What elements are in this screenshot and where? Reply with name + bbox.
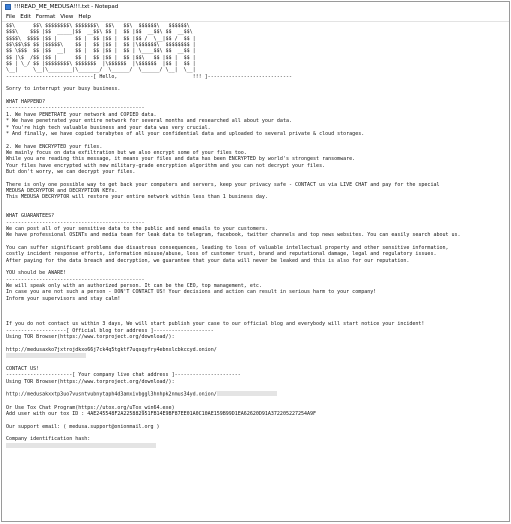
text-line: ---------------------------------------------- <box>6 219 145 226</box>
text-line: $$ \$$$ $$ |$$ __| $$ | $$ |$$ | $$ | \____$$\ $$ __$$ | <box>6 48 196 55</box>
text-line: http://medusaxko7jxtrojdkxo66j7ck4q5tgktf7uqsqyfry4ebnxlcbkccyd.onion/ <box>6 346 217 353</box>
text-line: While you are reading this message, it means your files and data has been ENCRYPTED by world's strongest ransomware. <box>6 156 356 163</box>
text-line: We mainly focus on data exfiltration but we also encrypt some of your files too. <box>6 149 247 156</box>
text-line: -----------------------------[ Hello, !!! ]---------------------------- <box>6 73 292 80</box>
menu-format[interactable]: Format <box>35 13 56 20</box>
text-line: * You're high tech valuable business and your data was very crucial. <box>6 124 211 131</box>
text-line: Add user with our tox ID : 4AE245548F2A225882951FB14E9BF87EE01A0C10AE159B99D1EA62620D91A372205227254A9F <box>6 410 317 417</box>
text-line: $$$$\ $$$$ |$$ | $$ | $$ |$$ | $$ |$$ / \__|$$ / $$ | <box>6 35 196 42</box>
text-line: Using TOR Browser(https://www.torproject.org/download/): <box>6 333 175 340</box>
text-line: We will speak only with an authorized person. It can be the CEO, top management, etc. <box>6 283 262 290</box>
text-line: Sorry to interrupt your busy business. <box>6 86 121 93</box>
text-line: This MEDUSA DECRYPTOR will restore your entire network within less than 1 business day. <box>6 194 268 201</box>
text-line: $$\$$\$$ $$ |$$$$$\ $$ | $$ |$$ | $$ |\$$$$$$\ $$$$$$$$ | <box>6 42 196 49</box>
menu-file[interactable]: File <box>6 13 16 20</box>
text-line: costly incident response efforts, information misuse/abuse, loss of customer trust, brand and reputational damage, legal and regulatory issues. <box>6 251 437 258</box>
text-line: CONTACT US! <box>6 366 40 373</box>
text-editor-area[interactable] <box>2 22 509 521</box>
text-line: $$ | \_/ $$ |$$$$$$$$\ $$$$$$$ |\$$$$$$ |\$$$$$$ |$$ | $$ | <box>6 61 196 68</box>
text-line: Using TOR Browser(https://www.torproject.org/download/): <box>6 378 175 385</box>
text-line: We can post all of your sensitive data to the public and send emails to your customers. <box>6 226 268 232</box>
redacted-block <box>217 391 277 396</box>
text-line: YOU should be AWARE! <box>6 270 67 277</box>
text-line: ----------------------[ Your company live chat address ]---------------------- <box>6 372 241 379</box>
text-line: We have professional OSINTs and media team for leak data to telegram, facebook, twitter channels and top news websites. You can easily search about us. <box>6 232 461 239</box>
text-line: WHAT GUARANTEES? <box>6 213 55 220</box>
text-line: http://medusakxxtp3uo7vusntvubnytaph4d3amxivbggl3hnhpk2nmus34yd.onion/ <box>6 391 217 398</box>
text-line: * We have penetrated your entire network for several months and researched all about your data. <box>6 118 292 125</box>
redacted-block <box>6 353 86 358</box>
title-bar <box>2 2 509 12</box>
menu-bar <box>2 12 509 22</box>
text-line: --------------------[ Official blog tor address ]-------------------- <box>6 327 214 334</box>
document-text <box>6 23 505 450</box>
text-line: 2. We have ENCRYPTED your files. <box>6 143 103 150</box>
text-line: Our support email: ( medusa.support@onionmail.org ) <box>6 423 160 430</box>
menu-view[interactable]: View <box>60 13 74 20</box>
text-line: Company identification hash: <box>6 436 91 443</box>
text-line: Inform your supervisors and stay calm! <box>6 295 121 302</box>
text-line: If you do not contact us within 3 days, We will start publish your case to our official blog and everybody will start notice your incident! <box>6 321 425 328</box>
text-line: You can suffer significant problems due disastrous consequences, leading to loss of valuable intellectual property and other sensitive information, <box>6 245 449 252</box>
text-line: MEDUSA DECRYPTOR and DECRYPTION KEYs. <box>6 187 118 194</box>
text-line: ---------------------------------------------- <box>6 276 145 283</box>
text-line: 1. We have PENETRATE your network and COPIED data. <box>6 111 157 118</box>
text-line: WHAT HAPPEND? <box>6 99 46 106</box>
text-line: In case you are not such a person - DON'T CONTACT US! Your decisions and action can result in serious harm to your company! <box>6 289 377 296</box>
text-line: $$\ $$\ $$$$$$$$\ $$$$$$$\ $$\ $$\ $$$$$$\ $$$$$$\ <box>6 23 190 29</box>
menu-help[interactable]: Help <box>78 13 91 20</box>
text-line: Your files have encrypted with new military-grade encryption algorithm and you can not decrypt your files. <box>6 162 326 169</box>
text-line: $$$\ $$$ |$$ _____|$$ __$$\ $$ | $$ |$$ __$$\ $$ __$$\ <box>6 29 193 36</box>
text-line: There is only one possible way to get back your computers and servers, keep your privacy safe - CONTACT us via LIVE CHAT and pay for the special <box>6 181 440 188</box>
text-line: * And finally, we have copied terabytes of all your confidential data and uploaded to several private & cloud storages. <box>6 130 365 137</box>
text-line: Or Use Tox Chat Program(https://utox.org/uTox_win64.exe) <box>6 404 175 411</box>
notepad-icon <box>5 4 11 10</box>
text-line: $$ |\$ /$$ |$$ | $$ | $$ |$$ | $$ |$$\ $$ |$$ | $$ | <box>6 54 196 61</box>
menu-edit[interactable]: Edit <box>20 13 31 20</box>
text-line: \__| \__|\________|\_______/ \______/ \______/ \__| \__| <box>6 67 196 74</box>
text-line: After paying for the data breach and decryption, we guarantee that your data will never be leaked and this is also for our reputation. <box>6 257 410 264</box>
text-line: ---------------------------------------------- <box>6 105 145 112</box>
redacted-hash <box>6 443 156 448</box>
notepad-window <box>1 1 510 522</box>
text-line: But don't worry, we can decrypt your files. <box>6 168 136 175</box>
window-title: !!!READ_ME_MEDUSA!!!.txt - Notepad <box>14 4 119 10</box>
